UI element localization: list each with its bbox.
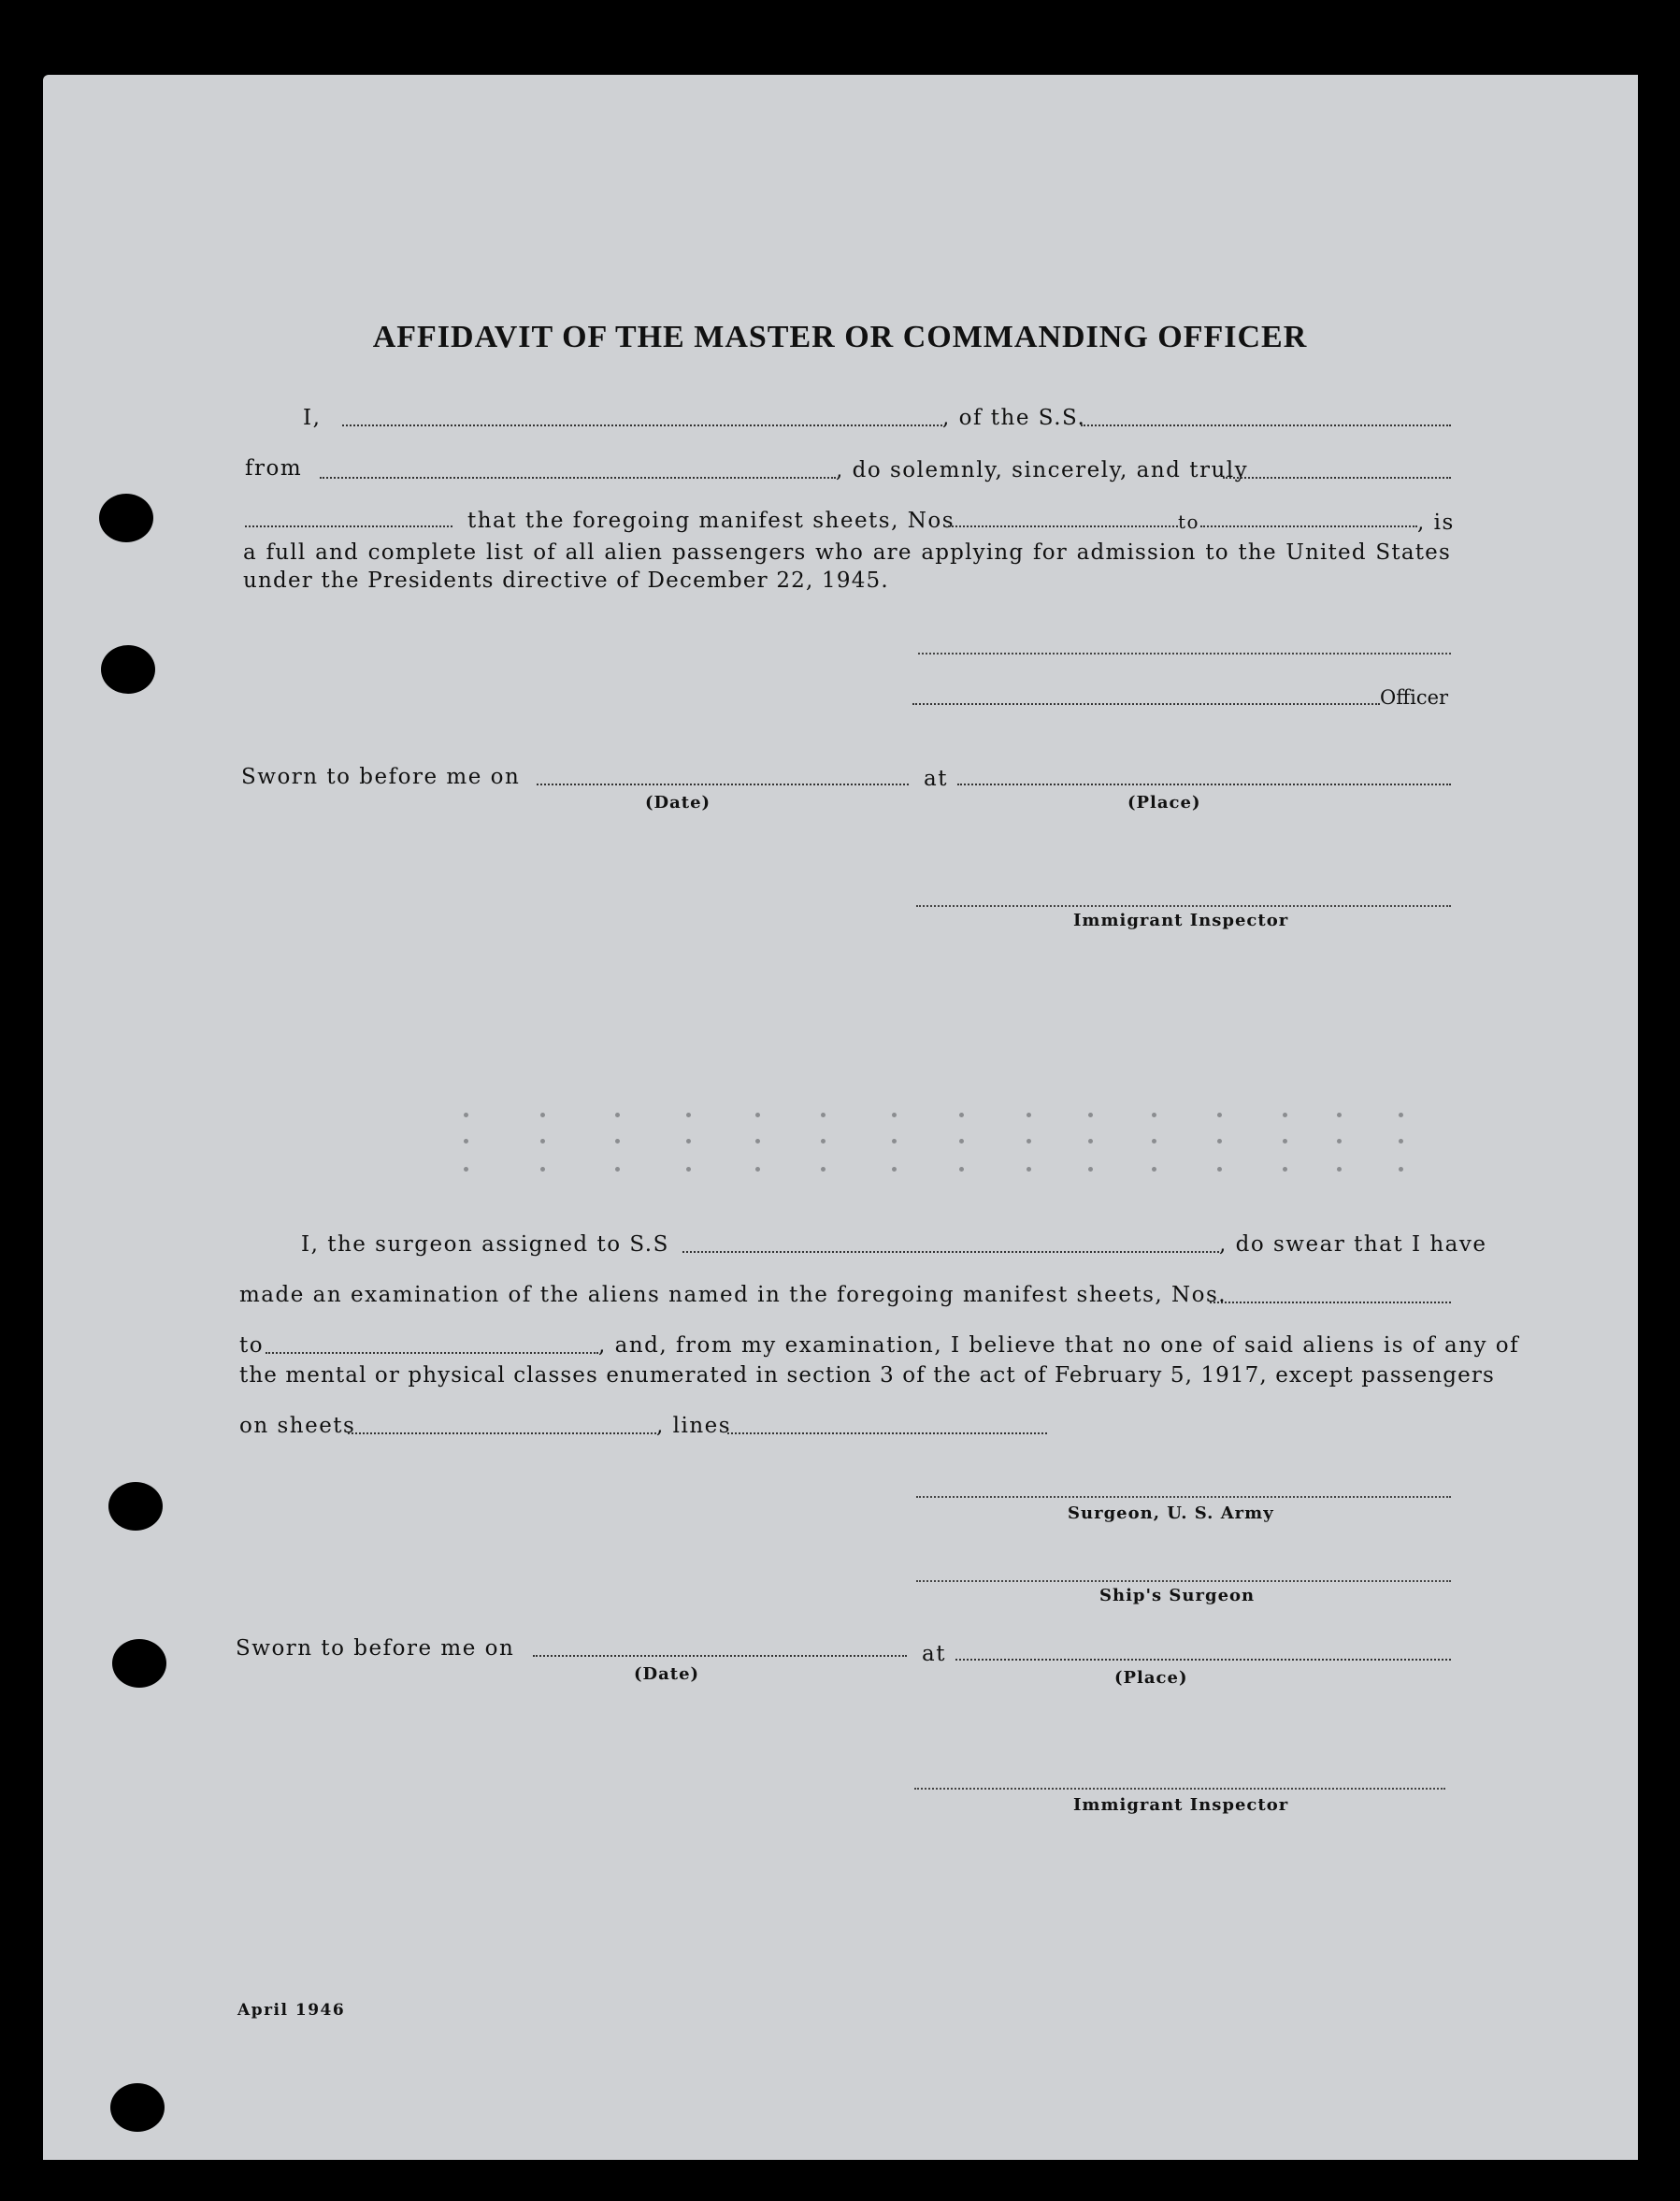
surgeon-sworn-label: Sworn to before me on [236, 1636, 515, 1661]
master-sheet-from-field[interactable] [948, 525, 1178, 527]
master-sworn-label: Sworn to before me on [241, 765, 521, 789]
surgeon-date-caption: (Date) [634, 1664, 700, 1684]
surgeon-at-label: at [922, 1642, 946, 1666]
surgeon-sheet-to-field[interactable] [266, 1352, 598, 1354]
surgeon-sheet-from-field[interactable] [1210, 1302, 1451, 1303]
master-to-label: to [1178, 511, 1200, 533]
army-surgeon-signature-line[interactable] [916, 1496, 1451, 1498]
surgeon-ship-field[interactable] [682, 1251, 1219, 1253]
master-inspector-signature-line[interactable] [916, 905, 1451, 907]
surgeon-belief-label: , and, from my examination, I believe that no one of said aliens is of any of [598, 1333, 1520, 1358]
master-place-caption: (Place) [1127, 793, 1201, 813]
master-sheet-to-field[interactable] [1200, 525, 1417, 527]
surgeon-lines-field[interactable] [727, 1432, 1047, 1434]
form-date-footer: April 1946 [237, 2001, 346, 2020]
ships-surgeon-signature-line[interactable] [916, 1580, 1451, 1582]
master-name-field[interactable] [342, 424, 942, 426]
officer-signature-field[interactable] [912, 703, 1380, 705]
surgeon-classes-label: the mental or physical classes enumerated in section 3 of the act of February 5, 1917, except passengers [239, 1363, 1495, 1388]
surgeon-lines-label: , lines [656, 1414, 732, 1438]
master-ship-field[interactable] [1081, 424, 1451, 426]
surgeon-sworn-place-field[interactable] [955, 1659, 1451, 1661]
master-sworn-date-field[interactable] [537, 784, 909, 785]
master-oath-field[interactable] [1223, 477, 1451, 479]
master-statement-paragraph: a full and complete list of all alien passengers who are applying for admission to the United States under the Presidents directive of December 22, 1945. [243, 540, 1451, 593]
master-inspector-caption: Immigrant Inspector [1073, 911, 1289, 930]
master-date-caption: (Date) [645, 793, 711, 813]
page-title: AFFIDAVIT OF THE MASTER OR COMMANDING OFFICER [372, 320, 1308, 354]
surgeon-intro-label: I, the surgeon assigned to S.S [301, 1232, 669, 1257]
master-sworn-place-field[interactable] [957, 784, 1451, 785]
master-i-label: I, [303, 406, 322, 430]
surgeon-to-label: to [239, 1333, 265, 1358]
master-foregoing-label: that the foregoing manifest sheets, Nos [467, 509, 955, 533]
master-of-ss-label: , of the S.S. [942, 406, 1086, 430]
master-oath-continued-field[interactable] [245, 525, 452, 527]
surgeon-place-caption: (Place) [1114, 1668, 1188, 1688]
master-from-label: from [245, 456, 303, 481]
surgeon-on-sheets-field[interactable] [348, 1432, 656, 1434]
officer-label: Officer [1380, 686, 1449, 709]
surgeon-swear-label: , do swear that I have [1219, 1232, 1487, 1257]
punch-hole [101, 645, 155, 694]
ships-surgeon-caption: Ship's Surgeon [1099, 1586, 1256, 1605]
surgeon-inspector-caption: Immigrant Inspector [1073, 1795, 1289, 1815]
punch-hole [99, 494, 153, 542]
surgeon-examination-label: made an examination of the aliens named in the foregoing manifest sheets, Nos. [239, 1283, 1228, 1307]
surgeon-inspector-signature-line[interactable] [914, 1788, 1445, 1790]
master-at-label: at [924, 767, 948, 791]
punch-hole [110, 2083, 165, 2132]
punch-hole [108, 1482, 163, 1531]
master-is-label: , is [1417, 511, 1455, 535]
surgeon-sworn-date-field[interactable] [533, 1655, 907, 1657]
punch-hole [112, 1639, 166, 1688]
master-solemnly-label: , do solemnly, sincerely, and truly [836, 458, 1249, 482]
affidavit-page [43, 75, 1638, 2160]
master-signature-line[interactable] [918, 653, 1451, 655]
master-from-field[interactable] [320, 477, 836, 479]
army-surgeon-caption: Surgeon, U. S. Army [1068, 1503, 1274, 1523]
surgeon-on-sheets-label: on sheets [239, 1414, 356, 1438]
